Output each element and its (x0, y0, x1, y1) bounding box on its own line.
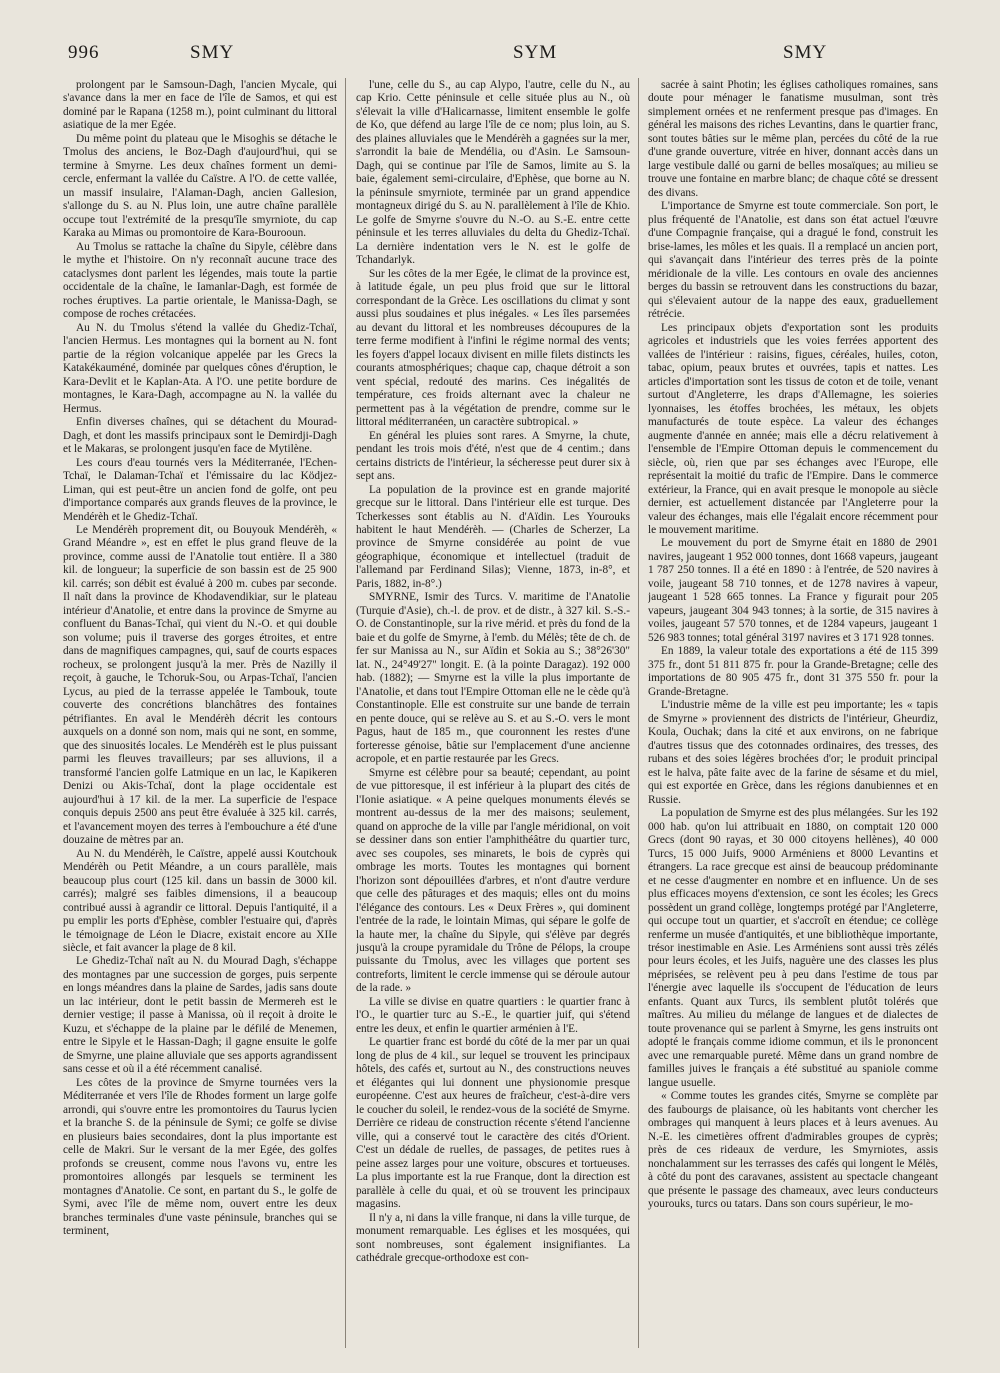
paragraph: Smyrne est célèbre pour sa beauté; cependant, au point de vue pittoresque, il est inférieur à la plupart des cités de l'Ionie asiatique. « A peine quelques monuments élevés se montrent au-dessus de la mer des maisons; seulement, quand on approche de la ville par l'angle méridional, on voit se dessiner dans son entier l'amphithéâtre du quartier turc, avec ses coupoles, ses minarets, le bois de cyprès qui ombrage les morts. Toutes les montagnes qui bornent l'horizon sont dépouillées d'arbres, et n'ont d'autre verdure que celle des pâturages et des maquis; elles ont du moins l'élégance des contours. Les « Deux Frères », qui dominent l'entrée de la rade, le lointain Mimas, qui sépare le golfe de la haute mer, la chaîne du Sipyle, qui s'élève par degrés jusqu'à la croupe pyramidale du Trône de Pélops, la croupe puissante du Tmolus, avec les villages que portent ses contreforts, limitent le cercle immense qui se déroule autour de la rade. » (356, 766, 630, 995)
paragraph: Il n'y a, ni dans la ville franque, ni dans la ville turque, de monument remarquable. Les églises et les mosquées, qui sont nombreuses, sont également insignifiantes. La cathédrale grecque-orthodoxe est con- (356, 1211, 630, 1265)
paragraph: Le quartier franc est bordé du côté de la mer par un quai long de plus de 4 kil., sur lequel se trouvent les principaux hôtels, des cafés et, surtout au N., des constructions neuves et élégantes qui lui donnent une physionomie presque européenne. C'est aux heures de fraîcheur, c'est-à-dire vers le coucher du soleil, le rendez-vous de la société de Smyrne. Derrière ce rideau de construction récente s'étend l'ancienne ville, qui a conservé tout le caractère des cités d'Orient. C'est un dédale de ruelles, de passages, de petites rues à peine assez larges pour une voiture, obscures et tortueuses. La plus importante est la rue Franque, dont la direction est parallèle à celle du quai, et où se trouvent les principaux magasins. (356, 1036, 630, 1211)
paragraph: La population de la province est en grande majorité grecque sur le littoral. Dans l'intérieur elle est turque. Des Tcherkesses sont établis au N. d'Aïdin. Les Yourouks habitent le haut Mendérèh. — (Charles de Scherzer, La province de Smyrne considérée au point de vue géographique, économique et intellectuel (traduit de l'allemand par Ferdinand Silas); Vienne, 1873, in-8°, et Paris, 1882, in-8°.) (356, 483, 630, 590)
paragraph: Du même point du plateau que le Misoghis se détache le Tmolus des anciens, le Boz-Dagh d'aujourd'hui, qui se termine à Smyrne. Les deux chaînes forment un demi-cercle, enfermant la vallée du Caïstre. A l'O. de cette vallée, un massif insulaire, l'Alaman-Dagh, ancien Gallesion, s'allonge du S. au N. Plus loin, une autre chaîne parallèle occupe tout l'extrémité de la presqu'île smyrniote, du cap Karaka au Mimas ou promontoire de Kara-Bourooun. (63, 132, 337, 240)
text-column-right (648, 79, 938, 1359)
paragraph: Les côtes de la province de Smyrne tournées vers la Méditerranée et vers l'île de Rhodes forment un large golfe arrondi, qui s'ouvre entre les promontoires du Taurus lycien et la branche S. de la péninsule de Symi; ce golfe se divise en plusieurs baies secondaires, dont la plus importante est celle de Makri. Sur le versant de la mer Egée, des golfes profonds se creusent, comme nous l'avons vu, entre les promontoires allongés par lesquels se terminent les montagnes d'Anatolie. Ce sont, en partant du S., le golfe de Symi, avec l'île de même nom, ouvert entre les deux branches terminales d'une vaste péninsule, branches qui se terminent, (63, 1076, 337, 1238)
header-middle-word: SYM (513, 42, 558, 63)
paragraph: En 1889, la valeur totale des exportations a été de 115 399 375 fr., dont 51 811 875 fr. pour la Grande-Bretagne; celle des importations de 80 905 475 fr., dont 31 375 550 fr. pour la Grande-Bretagne. (648, 645, 938, 698)
running-header (0, 42, 1000, 72)
page-number: 996 (68, 42, 100, 63)
paragraph: Le Ghediz-Tchaï naît au N. du Mourad Dagh, s'échappe des montagnes par une succession de gorges, puis serpente en longs méandres dans la plaine de Sardes, jadis sans doute un lac intérieur, dont le petit bassin de Mermereh est le dernier vestige; il passe à Manissa, où il reçoit à droite le Kuzu, et s'échappe de la plaine par le défilé de Menemen, entre le Sipyle et le Hassan-Dagh; il gagne ensuite le golfe de Smyrne, une plaine alluviale que ses apports agrandissent sans cesse et où il a été récemment canalisé. (63, 955, 337, 1076)
paragraph: Les principaux objets d'exportation sont les produits agricoles et industriels que les voies ferrées apportent des vallées de l'intérieur : raisins, figues, céréales, huiles, coton, tabac, opium, peaux brutes et ouvrées, tapis et nattes. Les articles d'importation sont les tissus de coton et de toile, venant surtout d'Angleterre, les draps d'Allemagne, les soieries lyonnaises, les étoffes brochées, les métaux, les objets manufacturés de toute espèce. La valeur des échanges augmente d'année en année; mais elle a décru relativement à l'ensemble de l'Empire Ottoman depuis le commencement du siècle, où, rien que par ses échanges avec l'Europe, elle représentait la moitié du trafic de l'Empire. Dans le commerce extérieur, la France, qui en avait presque le monopole au siècle dernier, est actuellement distancée par l'Angleterre pour la valeur des échanges, mais elle l'égalait encore récemment pour le mouvement maritime. (648, 321, 938, 536)
paragraph: En général les pluies sont rares. A Smyrne, la chute, pendant les trois mois d'été, n'est que de 4 centim.; dans certains districts de l'intérieur, la sécheresse peut durer six à sept ans. (356, 429, 630, 483)
paragraph: « Comme toutes les grandes cités, Smyrne se complète par des faubourgs de plaisance, où les habitants vont chercher les ombrages qui manquent à leurs places et à leurs avenues. Au N.-E. les cimetières offrent d'admirables groupes de cyprès; près de ces rideaux de verdure, les Smyrniotes, assis nonchalamment sur les terrasses des cafés qui longent le Mélès, à côté du pont des caravanes, assistent au spectacle changeant que présente le passage des chameaux, avec leurs conducteurs yourouks, turcs ou tatars. Dans son cours supérieur, le mo- (648, 1090, 938, 1211)
entry-smyrne: SMYRNE, Ismir des Turcs. V. maritime de l'Anatolie (Turquie d'Asie), ch.-l. de prov. et de distr., à 327 kil. S.-S.-O. de Constantinople, sur la rive mérid. et près du fond de la baie et du golfe de Smyrne, à l'emb. du Mélès; tête de ch. de fer sur Manissa au N., sur Aïdin et Sokia au S.; 38°26'30" lat. N., 24°49'27" longit. E. (à la pointe Daragaz). 192 000 hab. (1882); — Smyrne est la ville la plus importante de l'Anatolie, et dans tout l'Empire Ottoman elle ne le cède qu'à Constantinople. Elle est construite sur une bande de terrain en pente douce, qui se relève au S. et au S.-O. vers le mont Pagus, haut de 185 m., que couronnent les restes d'une forteresse génoise, bâtie sur l'emplacement d'une ancienne acropole, et en partie restaurée par les Grecs. (356, 591, 630, 766)
paragraph: Enfin diverses chaînes, qui se détachent du Mourad-Dagh, et dont les massifs principaux sont le Demirdji-Dagh et le Makaras, se prolongent jusqu'en face de Mytilène. (63, 416, 337, 456)
paragraph: Au N. du Mendérèh, le Caïstre, appelé aussi Koutchouk Mendérèh ou Petit Méandre, a un cours parallèle, mais beaucoup plus court (125 kil. dans un bassin de 3000 kil. carrés); malgré ses faibles dimensions, il a beaucoup contribué aussi à agrandir ce littoral. Depuis l'antiquité, il a pu emplir les ports d'Ephèse, combler l'estuaire qui, d'après le témoignage de Léon le Diacre, existait encore au XIIe siècle, et fait avancer la plage de 8 kil. (63, 847, 337, 954)
paragraph: prolongent par le Samsoun-Dagh, l'ancien Mycale, qui s'avance dans la mer en face de l'île de Samos, et qui est dominé par le Rapana (1258 m.), point culminant du littoral asiatique de la mer Egée. (63, 79, 337, 132)
paragraph: Sur les côtes de la mer Egée, le climat de la province est, à latitude égale, un peu plus froid que sur le littoral correspondant de la Grèce. Les oscillations du climat y sont aussi plus soudaines et plus inégales. « Les îles parsemées au devant du littoral et les nombreuses découpures de la terre ferme modifient à l'infini le régime normal des vents; les foyers d'appel locaux divisent en mille filets distincts les courants atmosphériques; chaque cap, chaque détroit a son vent spécial, redouté des marins. Ces inégalités de température, ces froids alternant avec la chaleur ne permettent pas à la végétation de prendre, comme sur le littoral méditerranéen, un caractère subtropical. » (356, 267, 630, 429)
text-column-left (63, 79, 337, 1359)
column-divider (345, 78, 346, 1348)
paragraph: sacrée à saint Photin; les églises catholiques romaines, sans doute pour ménager le fanatisme musulman, sont très simplement ornées et ne renferment presque pas d'images. En général les maisons des riches Levantins, dans le quartier franc, sont toutes bâties sur le même plan, percées du côté de la rue d'une grande ouverture, vitrée en hiver, donnant accès dans un large vestibule dallé ou garni de belles mosaïques; au milieu se trouve une fontaine en marbre blanc; de chaque côté se dressent des divans. (648, 79, 938, 199)
paragraph: Les cours d'eau tournés vers la Méditerranée, l'Echen-Tchaï, le Dalaman-Tchaï et l'émissaire du lac Ködjez-Liman, qui est peut-être un ancien fond de golfe, ont peu d'importance comparés aux grands fleuves de la province, le Mendérèh et le Ghediz-Tchaï. (63, 456, 337, 523)
paragraph: Au N. du Tmolus s'étend la vallée du Ghediz-Tchaï, l'ancien Hermus. Les montagnes qui la bornent au N. font partie de la région volcanique appelée par les Grecs la Katakékauméné, dominée par quelques cônes d'éruption, le Kara-Devlit et le Kaplan-Ata. A l'O. une petite bordure de montagnes, le Kara-Dagh, accompagne au N. la vallée du Hermus. (63, 321, 337, 415)
paragraph: La ville se divise en quatre quartiers : le quartier franc à l'O., le quartier turc au S.-E., le quartier juif, qui s'étend entre les deux, et enfin le quartier arménien à l'E. (356, 995, 630, 1035)
header-left-word: SMY (190, 42, 235, 63)
paragraph: L'importance de Smyrne est toute commerciale. Son port, le plus fréquenté de l'Anatolie, est dans son état actuel l'œuvre d'une Compagnie française, qui a dragué le fond, construit les brise-lames, les môles et les quais. Il a remplacé un ancien port, qui s'avançait dans l'intérieur des terres près de la pointe méridionale de la ville. Les contours en ovale des anciennes berges du bassin se retrouvent dans les constructions du bazar, qui s'élevaient autour de la nappe des eaux, graduellement rétrécie. (648, 200, 938, 321)
header-right-word: SMY (783, 42, 828, 63)
paragraph: La population de Smyrne est des plus mélangées. Sur les 192 000 hab. qu'on lui attribuait en 1880, on comptait 120 000 Grecs (dont 90 rayas, et 30 000 citoyens hellènes), 40 000 Turcs, 15 000 Juifs, 9000 Arméniens et 8000 Levantins et étrangers. La race grecque est ainsi de beaucoup prédominante et ne cesse d'augmenter en nombre et en influence. Un de ses plus efficaces moyens d'extension, ce sont les écoles; les Grecs possèdent un grand collège, longtemps protégé par l'Angleterre, qui occupe tout un quartier, et s'accroît en étendue; ce collège renferme un musée d'antiquités, et une bibliothèque importante, trésor inestimable en Asie. Les Arméniens sont aussi très zélés pour leurs écoles, et les Juifs, naguère une des classes les plus méprisées, se relèvent peu à peu dans l'estime de tous par l'énergie avec laquelle ils s'occupent de l'éducation de leurs enfants. Quant aux Turcs, ils semblent plutôt tolérés que maîtres. Au milieu du mélange de langues et de dialectes de toute provenance qui se parlent à Smyrne, les gens instruits ont adopté le français comme idiome commun, et ils le prononcent avec une remarquable pureté. Même dans un grand nombre de familles juives le français a été substitué au spaniole comme langue usuelle. (648, 807, 938, 1089)
paragraph: Le mouvement du port de Smyrne était en 1880 de 2901 navires, jaugeant 1 952 000 tonnes, dont 1668 vapeurs, jaugeant 1 787 250 tonnes. Il a été en 1890 : à l'entrée, de 520 navires à voile, jaugeant 58 710 tonnes, et de 1278 navires à vapeur, jaugeant 1 528 665 tonnes. La France y figurait pour 205 vapeurs, jaugeant 304 943 tonnes; à la sortie, de 315 navires à voiles, jaugeant 57 570 tonnes, et de 1284 vapeurs, jaugeant 1 526 983 tonnes; total général 3197 navires et 3 171 928 tonnes. (648, 537, 938, 644)
paragraph: l'une, celle du S., au cap Alypo, l'autre, celle du N., au cap Krio. Cette péninsule et celle située plus au N., où s'élevait la ville d'Halicarnasse, limitent ensemble le golfe de Ko, que défend au large l'île de ce nom; plus loin, au S. des plaines alluviales que le Mendérèh a gagnées sur la mer, s'arrondit la baie de Mendélia, ou d'Asin. Le Samsoun-Dagh, qui se continue par l'île de Samos, limite au S. la baie, également semi-circulaire, d'Ephèse, que borne au N. la péninsule smyrniote, terminée par un grand appendice montagneux dirigé du S. au N. parallèlement à l'île de Khio. Le golfe de Smyrne s'ouvre du N.-O. au S.-E. entre cette péninsule et les terres alluviales du delta du Ghediz-Tchaï. La dernière indentation vers le N. est le golfe de Tchandarlyk. (356, 79, 630, 267)
column-divider (638, 78, 639, 1348)
text-column-middle (356, 79, 630, 1359)
paragraph: Le Mendérèh proprement dit, ou Bouyouk Mendérèh, « Grand Méandre », est en effet le plus grand fleuve de la province, comme aussi de l'Anatolie tout entière. Il a 380 kil. de longueur; la superficie de son bassin est de 25 900 kil. carrés; son débit est évalué à 200 m. cubes par seconde. Il naît dans la province de Khodavendikiar, sur le plateau intérieur d'Anatolie, et entre dans la province de Smyrne au confluent du Banas-Tchaï, qui vient du N.-O. et qui double son volume; puis il traverse des gorges étroites, et entre dans de magnifiques campagnes, qui, sauf de courts espaces rocheux, se prolongent jusqu'à la mer. Près de Nazilly il reçoit, à gauche, le Tchoruk-Sou, ou Arpas-Tchaï, l'ancien Lycus, au pied de la terrasse appelée le Tambouk, toute couverte des concrétions blanchâtres des fontaines pétrifiantes. En aval le Mendérèh décrit les contours auxquels on a donné son nom, mais qui ne sont, en somme, que des sinuosités locales. Le Mendérèh est le plus puissant parmi les fleuves travailleurs; par ses alluvions, il a transformé l'ancien golfe Latmique en un lac, le Kapikeren Denizi ou Akis-Tchaï, dont la plage occidentale est aujourd'hui à 17 kil. de la mer. La superficie de l'espace conquis depuis 2500 ans peut être évaluée à 325 kil. carrés, et l'avancement moyen des terres à l'embouchure a été d'une douzaine de mètres par an. (63, 523, 337, 847)
paragraph: Au Tmolus se rattache la chaîne du Sipyle, célèbre dans le mythe et l'histoire. On n'y reconnaît aucune trace des cataclysmes dont parlent les légendes, mais toute la partie occidentale de la chaîne, le Iamanlar-Dagh, est formée de roches éruptives. La partie orientale, le Manissa-Dagh, se compose de roches crétacées. (63, 240, 337, 321)
paragraph: L'industrie même de la ville est peu importante; les « tapis de Smyrne » proviennent des districts de l'intérieur, Gheurdiz, Koula, Ouchak; dans la cité et aux environs, on ne fabrique d'autres tissus que des cotonnades ordinaires, des tresses, des rubans et des soies légères brochées d'or; le produit principal est le halva, pâte faite avec de la farine de sésame et du miel, qui est exportée en Grèce, dans les régions danubiennes et en Russie. (648, 699, 938, 806)
